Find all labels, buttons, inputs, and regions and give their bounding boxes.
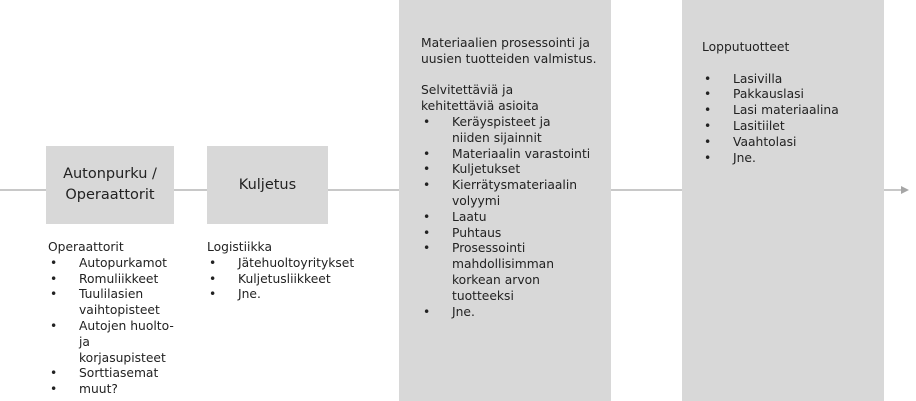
processing-text <box>421 36 599 320</box>
list-item: • Kierrätysmateriaalin volyymi <box>421 178 592 210</box>
stage-kuljetus-label <box>207 146 328 224</box>
list-item: • Jne. <box>702 151 877 167</box>
logistiikka-list <box>207 240 377 303</box>
list-item: • muut? <box>48 382 198 398</box>
processing-intro: Materiaalien prosessointi ja uusien tuotteiden valmistus. <box>421 36 597 66</box>
list-item: • Pakkauslasi <box>702 87 877 103</box>
processing-subheading: Selvitettäviä ja kehitettäviä asioita <box>421 83 539 114</box>
list-item: • Jne. <box>207 287 377 303</box>
list-item: • Sorttiasemat <box>48 366 198 382</box>
list-item: • Materiaalin varastointi <box>421 147 599 163</box>
stage-autonpurku-line-2: Operaattorit <box>65 187 155 203</box>
end-products-heading: Lopputuotteet <box>702 40 790 54</box>
list-item: • Prosessointi mahdollisimman korkean arvon tuotteeksi <box>421 241 557 304</box>
list-item: • Tuulilasien vaihtopisteet <box>48 287 174 319</box>
list-item: • Keräyspisteet ja niiden sijainnit <box>421 115 592 147</box>
stage-autonpurku-line-1: Autonpurku / <box>63 166 157 182</box>
list-item: • Kuljetukset <box>421 162 599 178</box>
list-item: • Autojen huolto- ja korjasupisteet <box>48 319 176 366</box>
stage-autonpurku-label <box>46 146 174 224</box>
list-item: • Autopurkamot <box>48 256 198 272</box>
logistiikka-heading: Logistiikka <box>207 240 273 254</box>
list-item: • Lasitiilet <box>702 119 877 135</box>
list-item: • Jne. <box>421 305 599 321</box>
list-item: • Puhtaus <box>421 226 599 242</box>
list-item: • Kuljetusliikkeet <box>207 272 377 288</box>
list-item: • Vaahtolasi <box>702 135 877 151</box>
list-item: • Lasivilla <box>702 72 877 88</box>
stage-kuljetus-text: Kuljetus <box>238 176 297 193</box>
list-item: • Laatu <box>421 210 599 226</box>
end-products-text <box>702 40 877 166</box>
list-item: • Romuliikkeet <box>48 272 198 288</box>
operaattorit-heading: Operaattorit <box>48 240 124 254</box>
operaattorit-list <box>48 240 198 398</box>
list-item: • Jätehuoltoyritykset <box>207 256 377 272</box>
list-item: • Lasi materiaalina <box>702 103 877 119</box>
